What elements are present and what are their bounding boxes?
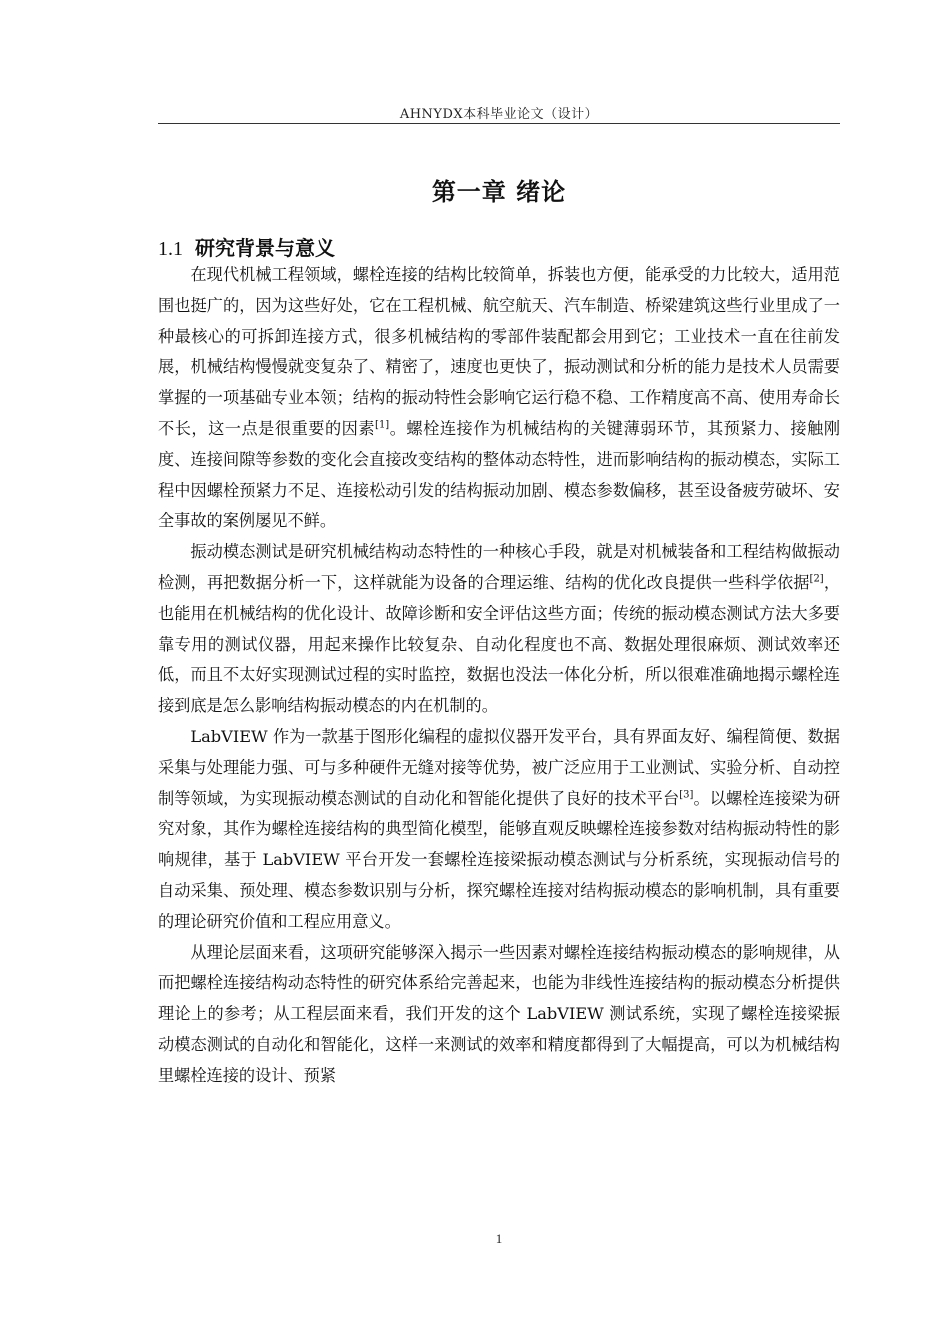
paragraph-2 [158, 537, 840, 722]
header-rule [158, 123, 840, 124]
chapter-title: 第一章 绪论 [431, 178, 567, 206]
paragraph-text: 。螺栓连接作为机械结构的关键薄弱环节，其预紧力、接触刚度、连接间隙等参数的变化会直接改变结构的整体动态特性，进而影响结构的振动模态，实际工程中因螺栓预紧力不足、连接松动引发的结构振动加剧、模态参数偏移，甚至设备疲劳破坏、安全事故的案例屡见不鲜。 [158, 418, 841, 531]
section-heading [158, 232, 335, 261]
paragraph-text: 从理论层面来看，这项研究能够深入揭示一些因素对螺栓连接结构振动模态的影响规律，从而把螺栓连接结构动态特性的研究体系给完善起来，也能为非线性连接结构的振动模态分析提供理论上的参考；从工程层面来看，我们开发的这个 LabVIEW 测试系统，实现了螺栓连接梁振动模态测试的自动化和智能化，这样一来测试的效率和精度都得到了大幅提高，可以为机械结构里螺栓连接的设计、预紧 [158, 942, 840, 1085]
paragraph-4 [158, 938, 840, 1092]
paragraph-text: ，也能用在机械结构的优化设计、故障诊断和安全评估这些方面；传统的振动模态测试方法大多要靠专用的测试仪器，用起来操作比较复杂、自动化程度也不高、数据处理很麻烦、测试效率还低，而且不太好实现测试过程的实时监控，数据也没法一体化分析，所以很难准确地揭示螺栓连接到底是怎么影响结构振动模态的内在机制的。 [158, 572, 841, 716]
section-title: 研究背景与意义 [195, 236, 335, 260]
body-text [158, 260, 840, 1092]
citation[interactable]: [2] [809, 573, 824, 585]
page-number: 1 [495, 1231, 503, 1246]
citation[interactable]: [1] [375, 419, 390, 431]
paragraph-text: 在现代机械工程领域，螺栓连接的结构比较简单，拆装也方便，能承受的力比较大，适用范围也挺广的，因为这些好处，它在工程机械、航空航天、汽车制造、桥梁建筑这些行业里成了一种最核心的可拆卸连接方式，很多机械结构的零部件装配都会用到它；工业技术一直在往前发展，机械结构慢慢就变复杂了、精密了，速度也更快了，振动测试和分析的能力是技术人员需要掌握的一项基础专业本领；结构的振动特性会影响它运行稳不稳、工作精度高不高、使用寿命长不长，这一点是很重要的因素 [158, 265, 840, 438]
paragraph-text: 振动模态测试是研究机械结构动态特性的一种核心手段，就是对机械装备和工程结构做振动检测，再把数据分析一下，这样就能为设备的合理运维、结构的优化改良提供一些科学依据 [158, 542, 840, 592]
section-number: 1.1 [158, 238, 183, 260]
running-header: AHNYDX本科毕业论文（设计） [399, 107, 599, 122]
paragraph-1 [158, 260, 840, 537]
paragraph-text: 。以螺栓连接梁为研究对象，其作为螺栓连接结构的典型简化模型，能够直观反映螺栓连接参数对结构振动特性的影响规律，基于 LabVIEW 平台开发一套螺栓连接梁振动模态测试与分析系统，实现振动信号的自动采集、预处理、模态参数识别与分析，探究螺栓连接对结构振动模态的影响机制，具有重要的理论研究价值和工程应用意义。 [158, 788, 841, 931]
paragraph-text: LabVIEW 作为一款基于图形化编程的虚拟仪器开发平台，具有界面友好、编程简便、数据采集与处理能力强、可与多种硬件无缝对接等优势，被广泛应用于工业测试、实验分析、自动控制等领域，为实现振动模态测试的自动化和智能化提供了良好的技术平台 [158, 726, 840, 808]
paragraph-3 [158, 722, 840, 938]
citation[interactable]: [3] [679, 789, 694, 801]
